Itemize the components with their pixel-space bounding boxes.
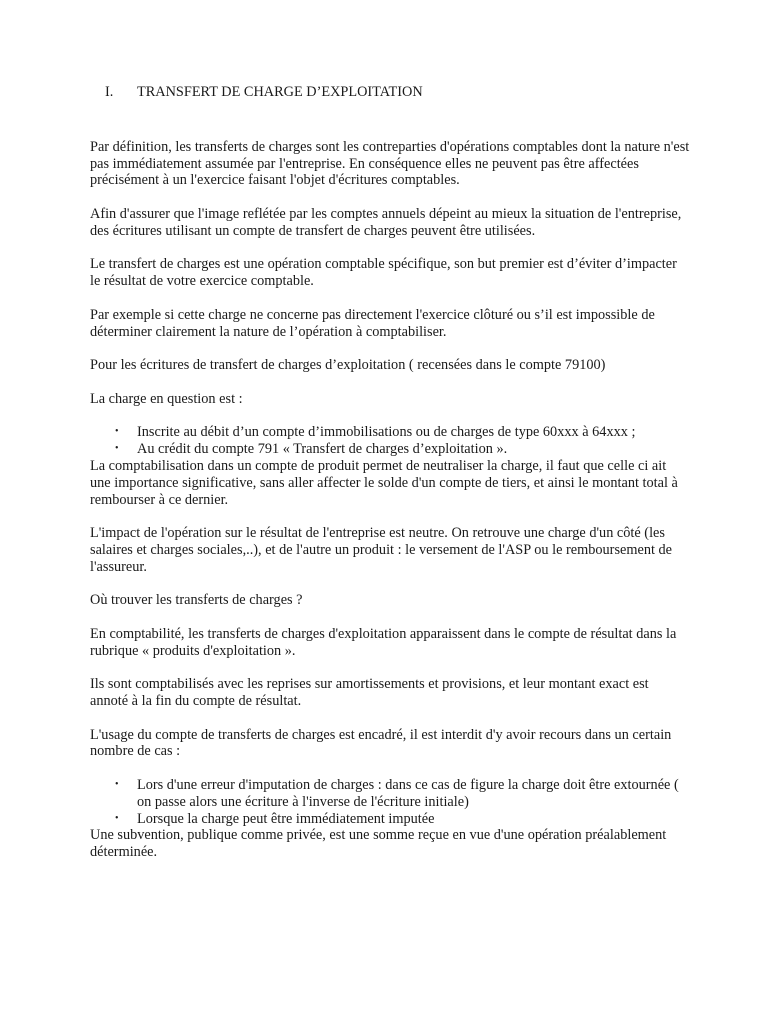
list-item-text: Lors d'une erreur d'imputation de charges : dans ce cas de figure la charge doit être extournée ( on passe alors une écriture à l'inverse de l'écriture initiale)	[137, 777, 679, 810]
paragraph-usage: L'usage du compte de transferts de charges est encadré, il est interdit d'y avoir recours dans un certain nombre de cas :	[90, 726, 672, 760]
bullet-icon: •	[115, 779, 119, 791]
list-item-text: Au crédit du compte 791 « Transfert de charges d’exploitation ».	[137, 441, 508, 458]
paragraph-example: Par exemple si cette charge ne concerne pas directement l'exercice clôturé ou s’il est impossible de déterminer clairement la nature de l’opération à comptabiliser.	[90, 306, 655, 340]
restriction-list	[90, 777, 690, 827]
paragraph-charge-intro: La charge en question est :	[90, 390, 243, 407]
charge-list	[90, 424, 690, 458]
section-number: I.	[105, 84, 114, 100]
paragraph-definition: Par définition, les transferts de charges sont les contreparties d'opérations comptables dont la nature n'est pas immédiatement assumée par l'entreprise. En conséquence elles ne peuvent pas être affectées précisément à un l'exercice faisant l'objet d'écritures comptables.	[90, 138, 690, 189]
bullet-icon: •	[115, 443, 119, 455]
paragraph-recording: Ils sont comptabilisés avec les reprises sur amortissements et provisions, et leur montant exact est annoté à la fin du compte de résultat.	[90, 676, 649, 710]
bullet-icon: •	[115, 812, 119, 824]
section-title: TRANSFERT DE CHARGE D’EXPLOITATION	[137, 84, 423, 100]
paragraph-neutralize: La comptabilisation dans un compte de produit permet de neutraliser la charge, il faut que celle ci ait une importance significative, sans aller affecter le solde d'un compte de tiers, et ainsi le montant total à rembourser à ce dernier.	[90, 457, 678, 508]
paragraph-purpose: Afin d'assurer que l'image reflétée par les comptes annuels dépeint au mieux la situation de l'entreprise, des écritures utilisant un compte de transfert de charges peuvent être utilisées.	[90, 205, 682, 239]
list-item-text: Lorsque la charge peut être immédiatement imputée	[137, 810, 435, 827]
list-item-text: Inscrite au débit d’un compte d’immobilisations ou de charges de type 60xxx à 64xxx ;	[137, 424, 636, 441]
paragraph-subvention: Une subvention, publique comme privée, est une somme reçue en vue d'une opération préalablement déterminée.	[90, 827, 667, 861]
paragraph-specific-operation: Le transfert de charges est une opération comptable spécifique, son but premier est d’éviter d’impacter le résultat de votre exercice comptable.	[90, 256, 677, 290]
list-item	[90, 424, 690, 441]
paragraph-question: Où trouver les transferts de charges ?	[90, 592, 303, 609]
list-item	[90, 811, 690, 828]
list-item	[90, 777, 690, 811]
paragraph-location: En comptabilité, les transferts de charges d'exploitation apparaissent dans le compte de résultat dans la rubrique « produits d'exploitation ».	[90, 625, 677, 659]
paragraph-impact: L'impact de l'opération sur le résultat de l'entreprise est neutre. On retrouve une charge d'un côté (les salaires et charges sociales,..), et de l'autre un produit : le versement de l'ASP ou le remboursement de l'assureur.	[90, 525, 673, 575]
document-page	[90, 84, 690, 878]
paragraph-account-79100: Pour les écritures de transfert de charges d’exploitation ( recensées dans le compte 79100)	[90, 357, 606, 374]
section-heading	[105, 84, 690, 101]
bullet-icon: •	[115, 426, 119, 438]
list-item	[90, 441, 690, 458]
